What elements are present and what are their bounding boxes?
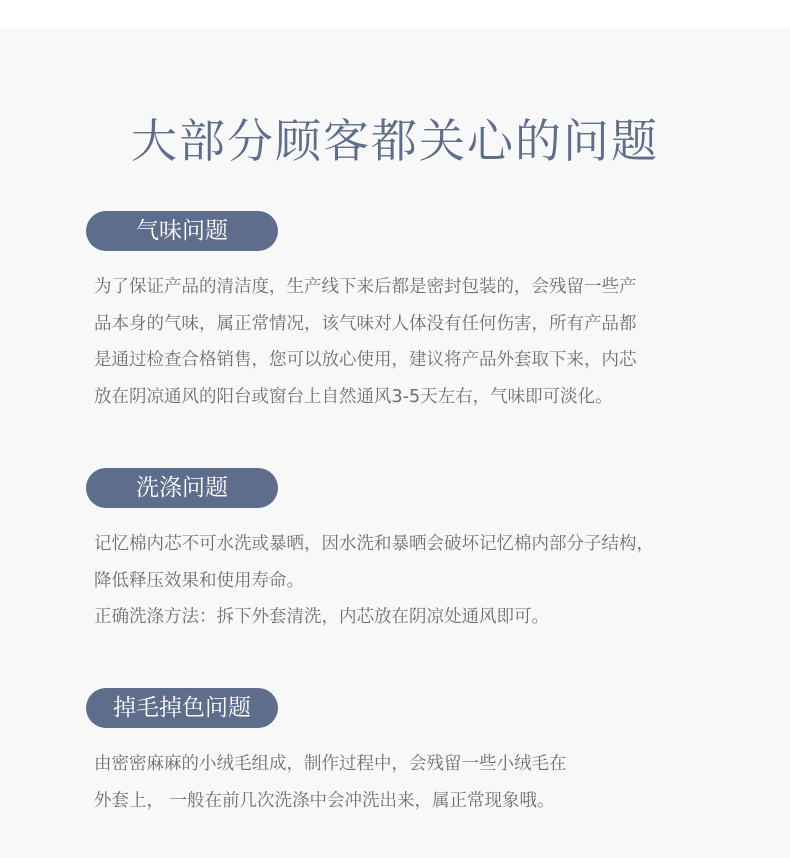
- section-heading-smell: 气味问题: [86, 211, 278, 251]
- section-shedding: [86, 688, 736, 819]
- paragraph-line: 记忆棉内芯不可水洗或暴晒，因水洗和暴晒会破坏记忆棉内部分子结构，: [94, 534, 654, 554]
- section-heading-washing: 洗涤问题: [86, 468, 278, 508]
- paragraph-line: 外套上， 一般在前几次洗涤中会冲洗出来，属正常现象哦。: [94, 790, 555, 811]
- paragraph-line: 正确洗涤方法：拆下外套清洗，内芯放在阴凉处通风即可。: [94, 607, 549, 627]
- section-heading-shedding: 掉毛掉色问题: [86, 688, 278, 728]
- paragraph-line: 是通过检查合格销售，您可以放心使用，建议将产品外套取下来，内芯: [94, 350, 637, 370]
- section-smell: [86, 211, 736, 415]
- paragraph-line: 由密密麻麻的小绒毛组成，制作过程中，会残留一些小绒毛在: [94, 754, 567, 774]
- section-body-smell: [86, 269, 736, 415]
- paragraph-line: 为了保证产品的清洁度，生产线下来后都是密封包装的，会残留一些产: [94, 277, 637, 297]
- section-body-shedding: [86, 746, 736, 819]
- paragraph-line: 放在阴凉通风的阳台或窗台上自然通风3-5天左右，气味即可淡化。: [94, 386, 613, 407]
- paragraph-line: 降低释压效果和使用寿命。: [94, 570, 304, 591]
- section-body-washing: [86, 526, 736, 636]
- paragraph-line: 品本身的气味，属正常情况，该气味对人体没有任何伤害，所有产品都: [94, 313, 637, 334]
- page-title: 大部分顾客都关心的问题: [131, 113, 659, 168]
- section-washing: [86, 468, 736, 636]
